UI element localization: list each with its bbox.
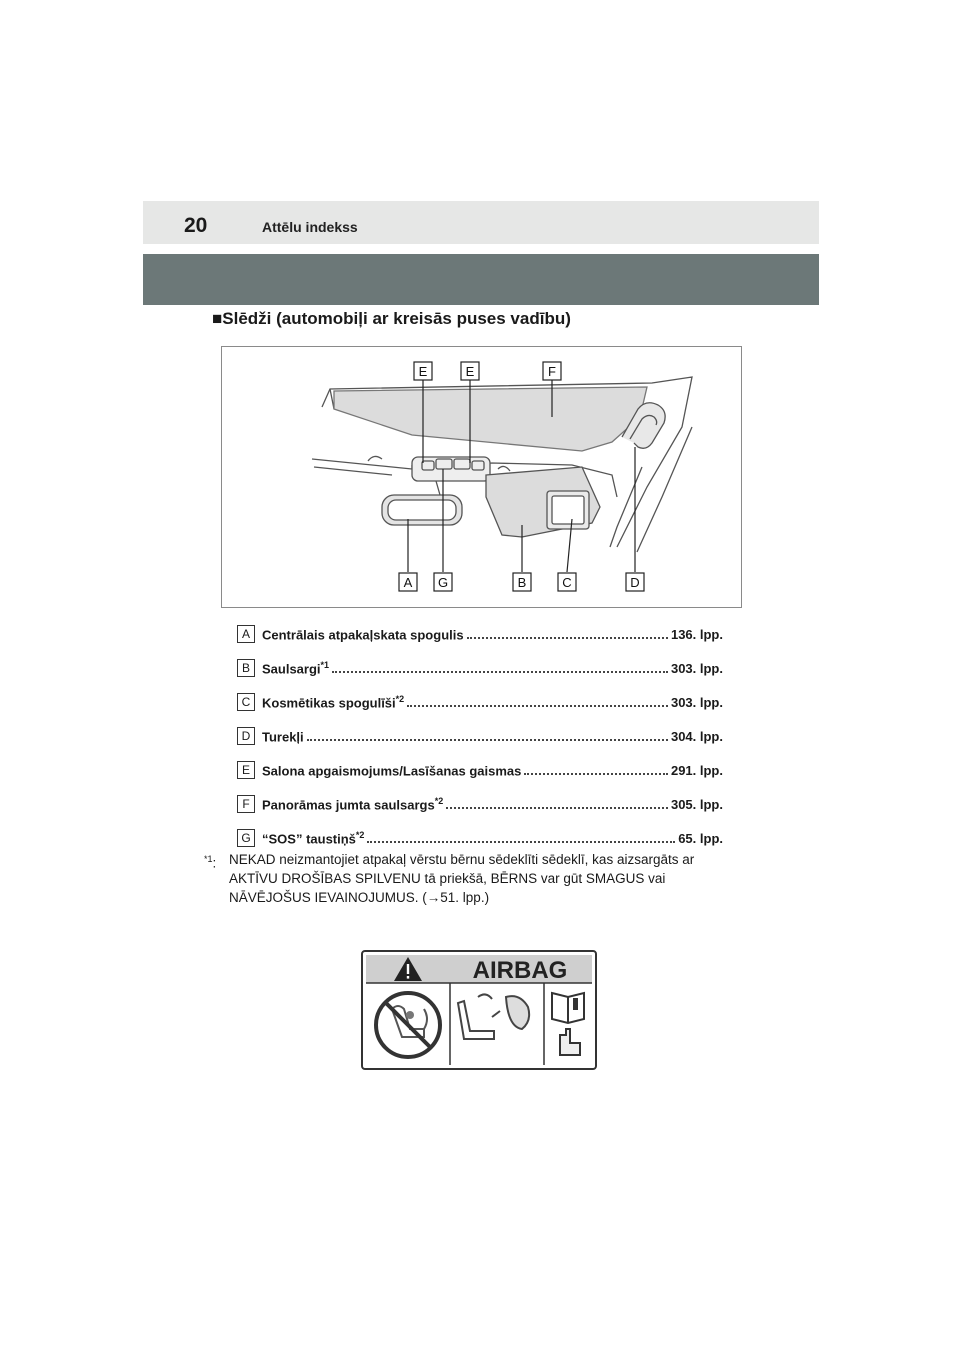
item-label: Centrālais atpakaļskata spogulis (262, 627, 464, 643)
callout-d: D (630, 575, 640, 590)
dot-leader (307, 738, 668, 741)
item-label: Turekļi (262, 729, 304, 745)
subheading-bullet: ■ (212, 309, 223, 328)
interior-illustration (221, 346, 742, 608)
item-letter: B (237, 659, 255, 677)
footnote (204, 850, 734, 907)
item-letter: G (237, 829, 255, 847)
item-letter: F (237, 795, 255, 813)
dot-leader (367, 840, 675, 843)
item-label: Salona apgaismojums/Lasīšanas gaismas (262, 763, 522, 779)
item-label: “SOS” taustiņš$^{*2}$ (262, 829, 365, 847)
item-label: Kosmētikas spogulīši$^{*2}$ (262, 693, 405, 711)
airbag-warning-label (360, 949, 598, 1076)
callout-c: C (562, 575, 572, 590)
item-list (237, 617, 723, 855)
item-letter: E (237, 761, 255, 779)
footnote-marker: $^{*1}$: (204, 854, 217, 871)
list-item (237, 651, 723, 685)
callout-g: G (437, 575, 449, 590)
list-item (237, 753, 723, 787)
airbag-label-graphic (360, 949, 598, 1071)
item-page-ref[interactable]: 136. lpp. (670, 626, 723, 642)
item-page-ref[interactable]: 304. lpp. (670, 728, 723, 744)
item-page-ref[interactable]: 303. lpp. (670, 694, 723, 710)
dot-leader (332, 670, 668, 673)
section-band (143, 254, 819, 305)
list-item (237, 719, 723, 753)
subheading (212, 309, 571, 329)
callout-a: A (403, 575, 413, 590)
list-item (237, 787, 723, 821)
item-letter: D (237, 727, 255, 745)
dot-leader (446, 806, 668, 809)
dot-leader (407, 704, 668, 707)
item-label: Saulsargi$^{*1}$ (262, 659, 330, 677)
footnote-text: NEKAD neizmantojiet atpakaļ vērstu bērnu sēdeklīti sēdeklī, kas aizsargāts ar AKTĪVU DROŠĪBAS SPILVENU tā priekšā, BĒRNS var gūt SMAGUS vai NĀVĒJOŠUS IEVAINOJUMUS. (→51. lpp.) (229, 852, 695, 905)
dot-leader (524, 772, 668, 775)
subheading-text: Slēdži (automobiļi ar kreisās puses vadību) (222, 309, 571, 328)
callout-e1: E (418, 364, 428, 379)
item-page-ref[interactable]: 65. lpp. (678, 830, 723, 846)
item-letter: A (237, 625, 255, 643)
callout-f: F (548, 364, 556, 379)
dot-leader (467, 636, 668, 639)
callout-b: B (517, 575, 527, 590)
item-page-ref[interactable]: 303. lpp. (670, 660, 723, 676)
callout-e2: E (465, 364, 475, 379)
list-item (237, 617, 723, 651)
item-page-ref[interactable]: 291. lpp. (670, 762, 723, 778)
item-letter: C (237, 693, 255, 711)
interior-drawing (222, 347, 741, 607)
page-number: 20 (184, 214, 208, 237)
no-child-seat-icon (376, 993, 440, 1057)
airbag-title: AIRBAG (472, 957, 568, 984)
section-title: Attēlu indekss (262, 219, 358, 235)
item-label: Panorāmas jumta saulsargs$^{*2}$ (262, 795, 444, 813)
header-bar (143, 201, 819, 244)
list-item (237, 685, 723, 719)
item-page-ref[interactable]: 305. lpp. (670, 796, 723, 812)
